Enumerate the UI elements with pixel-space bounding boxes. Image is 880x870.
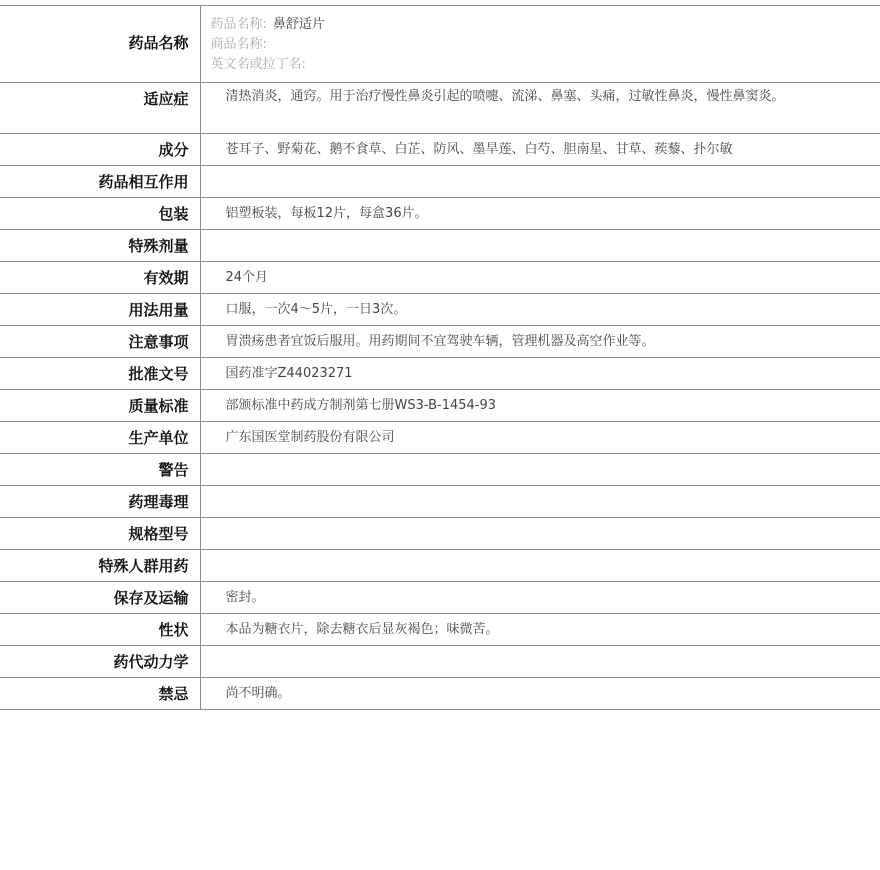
- row-description: [0, 614, 880, 646]
- row-precautions: [0, 326, 880, 358]
- row-shelf-life: [0, 262, 880, 294]
- row-storage: [0, 582, 880, 614]
- row-special-dosage: [0, 230, 880, 262]
- row-label: 性状: [0, 614, 200, 646]
- row-value: 国药准字Z44023271: [200, 358, 880, 390]
- row-contraindications: [0, 678, 880, 710]
- row-value: [200, 486, 880, 518]
- row-specification: [0, 518, 880, 550]
- row-label: 禁忌: [0, 678, 200, 710]
- row-warnings: [0, 454, 880, 486]
- trade-name-key: 商品名称:: [210, 37, 267, 52]
- row-label-drug-names: 药品名称: [0, 6, 200, 83]
- english-name-line: [211, 55, 791, 75]
- row-pharmacology: [0, 486, 880, 518]
- row-pharmacokinetics: [0, 646, 880, 678]
- drug-info-table: [0, 5, 880, 710]
- row-value: [200, 454, 880, 486]
- row-value: 口服，一次4～5片，一日3次。: [200, 294, 880, 326]
- row-value: [200, 646, 880, 678]
- row-approval-number: [0, 358, 880, 390]
- generic-name-key: 药品名称:: [210, 17, 267, 32]
- row-label: 特殊人群用药: [0, 550, 200, 582]
- row-label: 包装: [0, 198, 200, 230]
- row-label: 有效期: [0, 262, 200, 294]
- row-value: [200, 230, 880, 262]
- row-label: 批准文号: [0, 358, 200, 390]
- row-value: 清热消炎，通窍。用于治疗慢性鼻炎引起的喷嚏、流涕、鼻塞、头痛，过敏性鼻炎，慢性鼻窦炎。: [200, 83, 880, 134]
- row-dosage: [0, 294, 880, 326]
- row-value: 本品为糖衣片，除去糖衣后显灰褐色；味微苦。: [200, 614, 880, 646]
- row-label: 特殊剂量: [0, 230, 200, 262]
- row-interactions: [0, 166, 880, 198]
- row-manufacturer: [0, 422, 880, 454]
- row-label: 生产单位: [0, 422, 200, 454]
- row-indications: [0, 83, 880, 134]
- row-label: 保存及运输: [0, 582, 200, 614]
- trade-name-line: [211, 35, 791, 55]
- row-drug-names: [0, 6, 880, 83]
- row-label: 注意事项: [0, 326, 200, 358]
- row-value: [200, 518, 880, 550]
- row-value: 部颁标准中药成方制剂第七册WS3-B-1454-93: [200, 390, 880, 422]
- row-label: 成分: [0, 134, 200, 166]
- row-value: 铝塑板装，每板12片，每盒36片。: [200, 198, 880, 230]
- row-label: 警告: [0, 454, 200, 486]
- row-special-populations: [0, 550, 880, 582]
- generic-name-value: 鼻舒适片: [272, 17, 325, 32]
- row-value: [200, 166, 880, 198]
- drug-names-cell: [200, 6, 880, 83]
- row-value: 胃溃疡患者宜饭后服用。用药期间不宜驾驶车辆，管理机器及高空作业等。: [200, 326, 880, 358]
- row-value: [200, 550, 880, 582]
- row-ingredients: [0, 134, 880, 166]
- row-label: 药品相互作用: [0, 166, 200, 198]
- generic-name-line: [211, 15, 791, 35]
- row-label: 药理毒理: [0, 486, 200, 518]
- row-label: 用法用量: [0, 294, 200, 326]
- row-label: 质量标准: [0, 390, 200, 422]
- row-packaging: [0, 198, 880, 230]
- row-label: 规格型号: [0, 518, 200, 550]
- english-name-key: 英文名或拉丁名:: [210, 57, 306, 72]
- row-label: 适应症: [0, 83, 200, 134]
- row-value: 24个月: [200, 262, 880, 294]
- row-value: 苍耳子、野菊花、鹅不食草、白芷、防风、墨旱莲、白芍、胆南星、甘草、蒺藜、扑尔敏: [200, 134, 880, 166]
- row-value: 尚不明确。: [200, 678, 880, 710]
- row-value: 广东国医堂制药股份有限公司: [200, 422, 880, 454]
- row-label: 药代动力学: [0, 646, 200, 678]
- row-value: 密封。: [200, 582, 880, 614]
- row-quality-standard: [0, 390, 880, 422]
